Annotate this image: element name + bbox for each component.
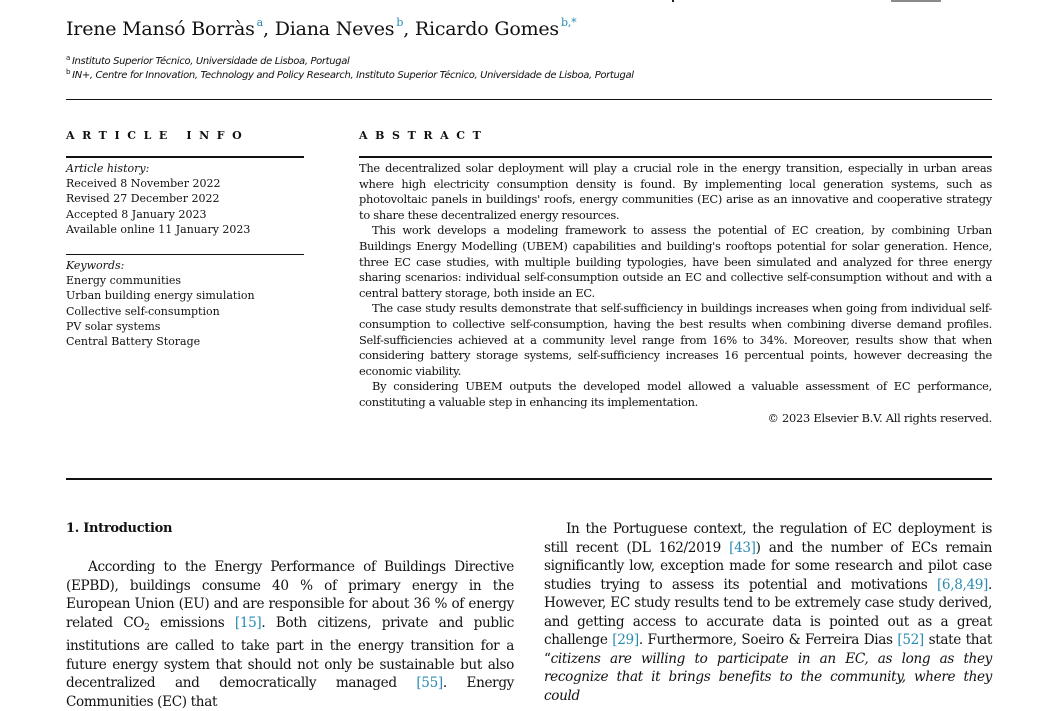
text-run: . Energy Communities (EC) that [66,675,514,710]
subscript: 2 [144,622,150,633]
author-affil-link[interactable]: b [396,16,404,29]
author-list [66,16,576,40]
citation-link[interactable]: [15] [234,614,262,631]
author-name: Ricardo Gomes [414,18,559,40]
text-run: state that “ [544,632,992,667]
history-received: Received 8 November 2022 [66,177,221,191]
article-history [66,161,304,237]
text-run: According to the Energy Performance of Buildings Directive (EPBD), buildings consume 40 % of primary energy in the European Union (EU) and are responsible for about 36 % of energy related CO [66,559,514,631]
abstract-paragraph: The case study results demonstrate that self-sufficiency in buildings increases when going from individual self-consumption to collective self-consumption, having the best results when combining diverse demand profiles. Self-sufficiencies achieved at a community level range from 16% to 34%. Moreover, results show that when considering battery storage systems, self-sufficiency increases 16 percentual points, however decreasing the economic viability. [359,301,992,378]
history-accepted: Accepted 8 January 2023 [66,207,207,221]
affiliation-key: a [66,54,70,62]
citation-link[interactable]: [43] [729,539,756,556]
text-run: ) and the number of ECs remain significantly low, exception made for some research and pilot case studies trying to assess its potential and motivations [544,539,993,593]
keywords-rule [66,254,304,255]
header-divider [66,99,992,100]
citation-link[interactable]: [52] [897,632,924,648]
affiliation-a [66,54,349,67]
abstract-rule [359,156,992,158]
abstract-paragraph: This work develops a modeling framework to assess the potential of EC creation, by combining Urban Buildings Energy Modelling (UBEM) capabilities and building's rooftops potential for solar generation. Hence, three EC case studies, with multiple building typologies, have been simulated and analyzed for three energy sharing scenarios: individual self-consumption outside an EC and collective self-consumption without and with a central battery storage, both inside an EC. [359,223,992,300]
keywords-label: Keywords: [66,259,125,272]
keyword-item: Urban building energy simulation [66,289,255,303]
right-paragraph-1 [544,520,992,705]
section-heading-introduction: 1. Introduction [66,521,173,536]
author-affil-link[interactable]: a [256,16,264,29]
abstract-body [359,161,992,426]
affiliation-text: IN+, Centre for Innovation, Technology and Policy Research, Instituto Superior Técnico, Universidade de Lisboa, Portugal [72,70,634,81]
copyright-notice: © 2023 Elsevier B.V. All rights reserved. [767,410,992,425]
text-run: In the Portuguese context, the regulation of EC deployment is still recent (DL 162/2019 [544,521,992,556]
journal-header-fragment [891,0,941,2]
article-history-label: Article history: [66,162,150,175]
history-online: Available online 11 January 2023 [66,222,251,236]
abstract-paragraph: The decentralized solar deployment will play a crucial role in the energy transition, especially in urban areas where high electricity consumption density is found. By implementing local generation systems, such as photovoltaic panels in buildings' roofs, energy communities (EC) arise as an innovative and cooperative strategy to share these decentralized energy resources. [359,161,992,222]
keyword-item: Energy communities [66,274,182,288]
intro-paragraph-1 [66,558,514,711]
author-name: Irene Mansó Borràs [66,18,255,40]
citation-link[interactable]: [29] [612,632,639,648]
article-info-rule [66,156,304,158]
title-fragment [672,0,684,2]
text-run: . Furthermore, Soeiro & Ferreira Dias [638,632,898,648]
keywords-block [66,258,304,349]
front-matter-divider [66,478,992,480]
keyword-item: Collective self-consumption [66,304,220,318]
abstract-paragraph: By considering UBEM outputs the developed model allowed a valuable assessment of EC performance, constituting a valuable step in enhancing its implementation. [359,379,992,409]
affiliation-text: Instituto Superior Técnico, Universidade de Lisboa, Portugal [71,56,350,67]
abstract-heading: ABSTRACT [359,129,489,142]
citation-link[interactable]: [55] [416,675,443,691]
author-affil-link[interactable]: b,* [560,16,577,29]
affiliation-b [66,68,634,81]
citation-link[interactable]: [6,8,49] [936,576,989,593]
history-revised: Revised 27 December 2022 [66,192,220,206]
author-name: Diana Neves [274,18,395,40]
text-run: . Both citizens, private and public institutions are called to take part in the energy transition for a future energy system that should not only be sustainable but also decentralized and democratically managed [66,614,514,691]
quoted-text: citizens are willing to participate in an EC, as long as they recognize that it brings benefits to the community, where they could [544,650,992,704]
keyword-item: PV solar systems [66,319,161,333]
keyword-item: Central Battery Storage [66,335,201,349]
affiliation-key: b [66,68,71,76]
text-run: emissions [149,614,235,631]
right-column-text [544,520,992,705]
author-separator: , [263,18,275,40]
text-run: . However, EC study results tend to be extremely case study derived, and getting access to accurate data is pointed out as a great challenge [544,576,992,648]
article-info-heading: ARTICLE INFO [66,129,250,142]
author-separator: , [403,18,415,40]
left-column-text [66,558,514,711]
